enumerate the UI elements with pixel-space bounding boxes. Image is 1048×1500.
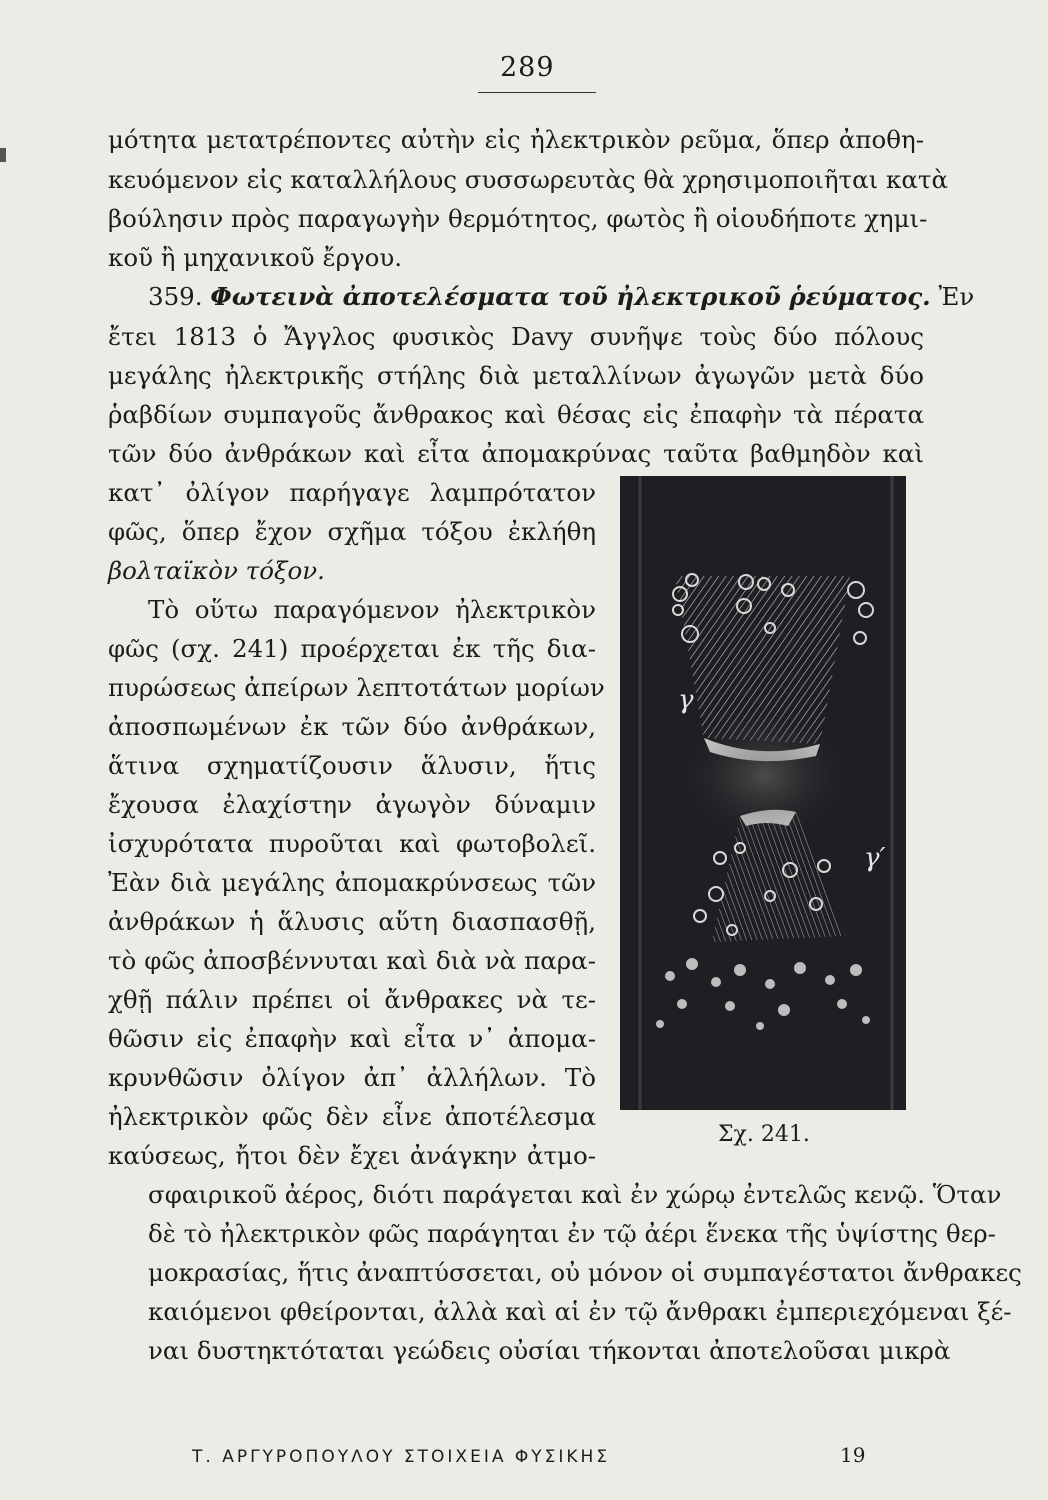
text-line: ναι δυστηκτόταται γεώδεις οὐσίαι τήκονται ἀποτελοῦσαι μικρὰ	[148, 1336, 951, 1365]
text-line: ἅτινα σχηματίζουσιν ἅλυσιν, ἥτις	[108, 751, 596, 780]
italic-term: βολταϊκὸν τόξον.	[108, 556, 325, 585]
text-line: ἠλεκτρικὸν φῶς δὲν εἶνε ἀποτέλεσμα	[108, 1102, 596, 1131]
text-line: χθῇ πάλιν πρέπει οἱ ἄνθρακες νὰ τε-	[108, 985, 596, 1014]
text-line: μότητα μετατρέποντες αὐτὴν εἰς ἠλεκτρικὸν ρεῦμα, ὅπερ ἀποθη-	[108, 125, 924, 154]
figure-label-gamma: γ	[678, 685, 694, 715]
text-line: μοκρασίας, ἥτις ἀναπτύσσεται, οὐ μόνον οἱ συμπαγέστατοι ἄνθρακες	[148, 1258, 1022, 1287]
text-line: τὸ φῶς ἀποσβέννυται καὶ διὰ νὰ παρα-	[108, 946, 596, 975]
text-line: ἀνθράκων ἡ ἅλυσις αὕτη διασπασθῇ,	[108, 907, 596, 936]
text-line: κατ᾽ ὀλίγον παρήγαγε λαμπρότατον	[108, 478, 596, 507]
text-line: κοῦ ἢ μηχανικοῦ ἔργου.	[108, 243, 403, 272]
text-line: κευόμενον εἰς καταλλήλους συσσωρευτὰς θὰ χρησιμοποιῆται κατὰ	[108, 165, 949, 194]
section-heading	[148, 282, 975, 311]
text-line: πυρώσεως ἀπείρων λεπτοτάτων μορίων	[108, 673, 605, 702]
text-line: μεγάλης ἠλεκτρικῆς στήλης διὰ μεταλλίνων ἀγωγῶν μετὰ δύο	[108, 361, 924, 390]
text-line: δὲ τὸ ἠλεκτρικὸν φῶς παράγηται ἐν τῷ ἀέρι ἕνεκα τῆς ὑψίστης θερ-	[148, 1219, 996, 1248]
text-line: καύσεως, ἤτοι δὲν ἔχει ἀνάγκην ἀτμο-	[108, 1141, 596, 1170]
section-title: Φωτεινὰ ἀποτελέσματα τοῦ ἠλεκτρικοῦ ῥεύματος.	[210, 282, 931, 311]
text-line: καιόμενοι φθείρονται, ἀλλὰ καὶ αἱ ἐν τῷ ἄνθρακι ἐμπεριεχόμεναι ξέ-	[148, 1297, 1012, 1326]
section-first-word: Ἐν	[938, 282, 975, 311]
section-number: 359.	[148, 282, 203, 311]
text-line: ἔτει 1813 ὁ Ἄγγλος φυσικὸς Davy συνῆψε τοὺς δύο πόλους	[108, 322, 924, 351]
text-line: θῶσιν εἰς ἐπαφὴν καὶ εἶτα ν᾽ ἀπομα-	[108, 1024, 596, 1053]
page-number-rule	[478, 92, 596, 93]
text-line: φῶς (σχ. 241) προέρχεται ἐκ τῆς δια-	[108, 634, 596, 663]
figure-voltaic-arc	[620, 476, 906, 1110]
text-line: ῥαβδίων συμπαγοῦς ἄνθρακος καὶ θέσας εἰς ἐπαφὴν τὰ πέρατα	[108, 400, 924, 429]
text-line: ἀποσπωμένων ἐκ τῶν δύο ἀνθράκων,	[108, 712, 596, 741]
text-line: φῶς, ὅπερ ἔχον σχῆμα τόξου ἐκλήθη	[108, 517, 596, 546]
figure-caption: Σχ. 241.	[718, 1122, 810, 1147]
text-line: τῶν δύο ἀνθράκων καὶ εἶτα ἀπομακρύνας ταῦτα βαθμηδὸν καὶ	[108, 439, 924, 468]
figure-label-gamma-prime: γ′	[864, 843, 886, 873]
text-line: βούλησιν πρὸς παραγωγὴν θερμότητος, φωτὸς ἢ οἱουδήποτε χημι-	[108, 204, 928, 233]
page-edge-mark	[0, 148, 6, 162]
footer-title: Τ. ΑΡΓΥΡΟΠΟΥΛΟΥ ΣΤΟΙΧΕΙΑ ΦΥΣΙΚΗΣ	[192, 1447, 611, 1467]
text-line: Ἐὰν διὰ μεγάλης ἀπομακρύνσεως τῶν	[108, 868, 596, 897]
text-line: κρυνθῶσιν ὀλίγον ἀπ᾽ ἀλλήλων. Τὸ	[108, 1063, 596, 1092]
text-line: Τὸ οὕτω παραγόμενον ἠλεκτρικὸν	[148, 595, 596, 624]
text-line: ἰσχυρότατα πυροῦται καὶ φωτοβολεῖ.	[108, 829, 596, 858]
text-line: ἔχουσα ἐλαχίστην ἀγωγὸν δύναμιν	[108, 790, 596, 819]
text-line: σφαιρικοῦ ἀέρος, διότι παράγεται καὶ ἐν χώρῳ ἐντελῶς κενῷ. Ὅταν	[148, 1180, 1002, 1209]
page-number: 289	[500, 52, 555, 83]
signature-mark: 19	[840, 1443, 866, 1467]
carbon-electrodes-illustration	[620, 476, 906, 1110]
